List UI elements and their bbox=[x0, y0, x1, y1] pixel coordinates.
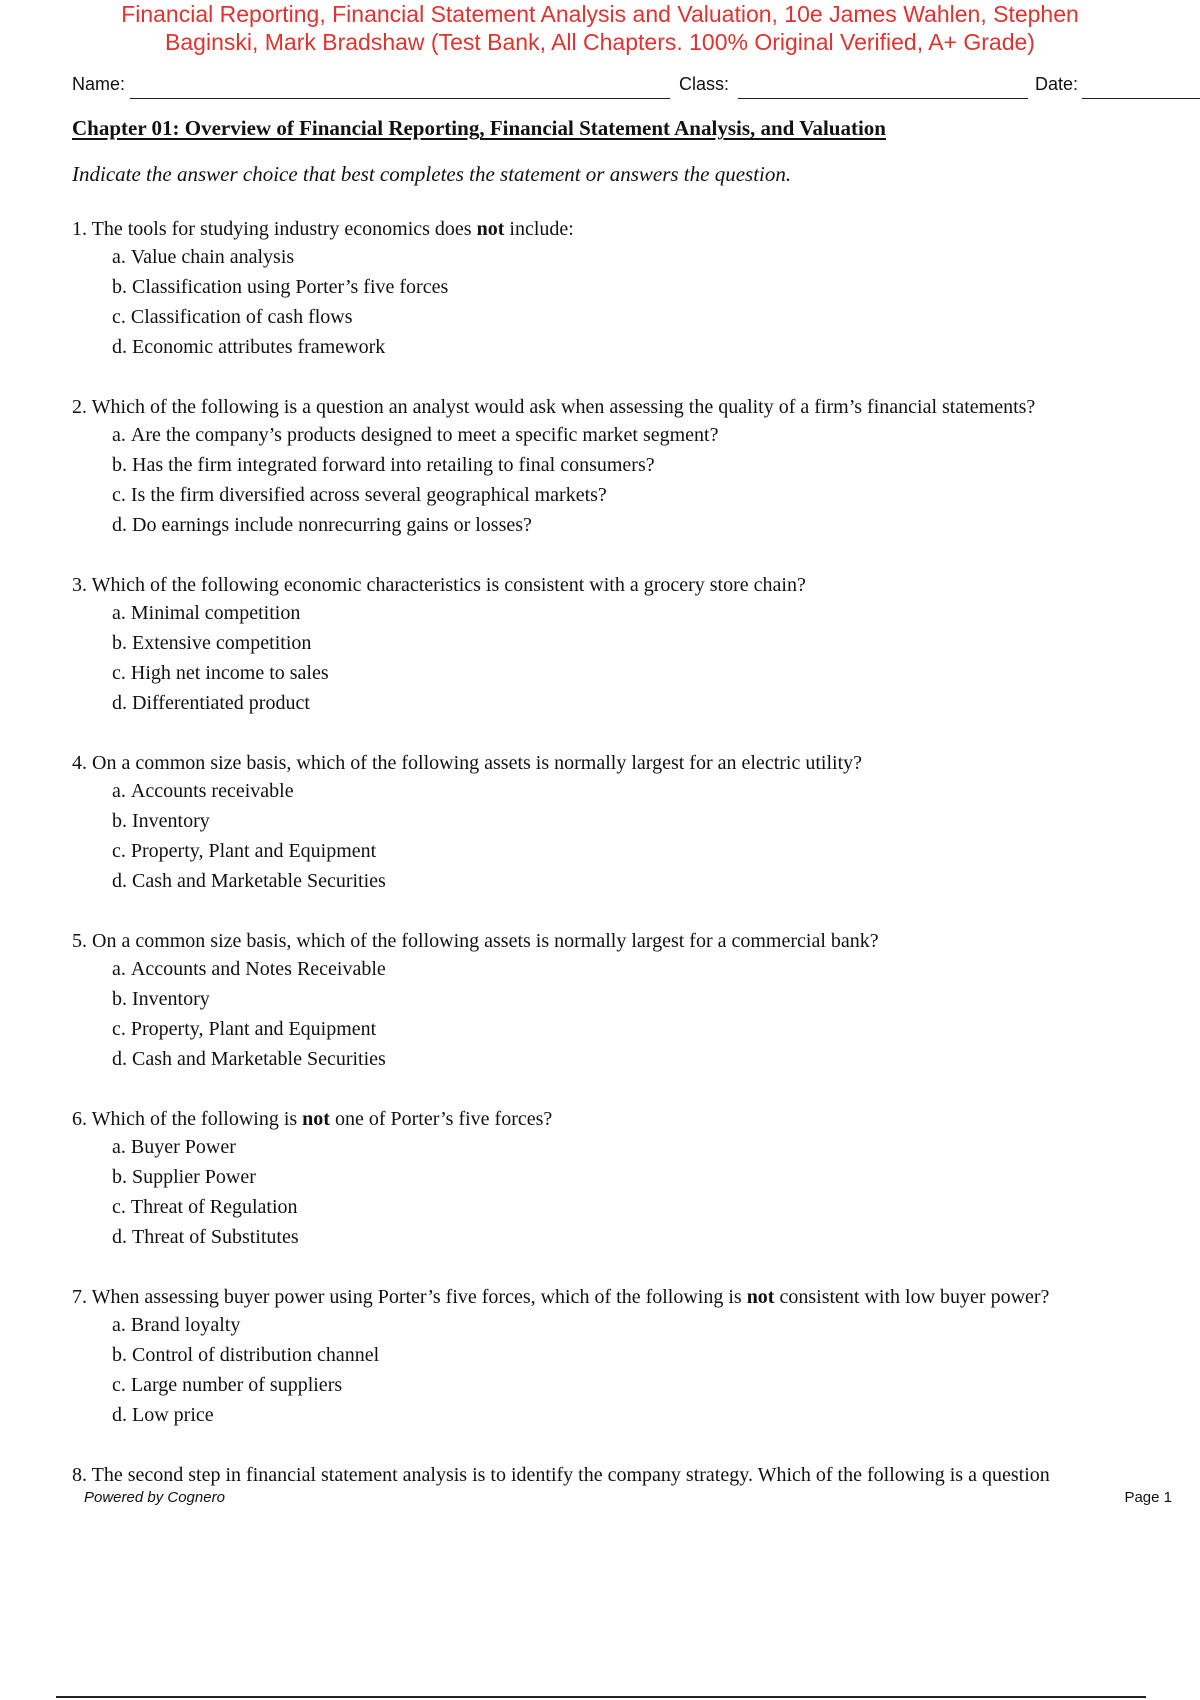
choice-letter: d. bbox=[112, 692, 127, 714]
question-4 bbox=[72, 750, 1172, 896]
answer-choice bbox=[72, 836, 1172, 866]
choice-letter: b. bbox=[112, 632, 127, 654]
choice-letter: d. bbox=[112, 1404, 127, 1426]
answer-choice bbox=[72, 628, 1172, 658]
choice-letter: a. bbox=[112, 424, 126, 446]
choice-letter: b. bbox=[112, 988, 127, 1010]
answer-choice bbox=[72, 1400, 1172, 1430]
answer-choice bbox=[72, 1310, 1172, 1340]
name-blank-line bbox=[130, 98, 670, 99]
answer-choice bbox=[72, 1162, 1172, 1192]
choice-text: Accounts and Notes Receivable bbox=[130, 958, 386, 980]
answer-choice bbox=[72, 302, 1172, 332]
answer-choice bbox=[72, 450, 1172, 480]
question-3 bbox=[72, 572, 1172, 718]
answer-choice bbox=[72, 1044, 1172, 1074]
choice-text: Classification using Porter’s five forces bbox=[132, 276, 449, 298]
choice-letter: a. bbox=[112, 958, 126, 980]
choice-text: Classification of cash flows bbox=[130, 306, 353, 328]
choice-letter: a. bbox=[112, 780, 126, 802]
choice-text: Threat of Regulation bbox=[130, 1196, 298, 1218]
page-number: Page 1 bbox=[1124, 1489, 1172, 1506]
choice-letter: d. bbox=[112, 1226, 127, 1248]
choice-text: Differentiated product bbox=[132, 692, 310, 714]
answer-choice bbox=[72, 1340, 1172, 1370]
choice-letter: c. bbox=[112, 306, 126, 328]
choice-text: Are the company’s products designed to meet a specific market segment? bbox=[130, 424, 719, 446]
choice-text: Inventory bbox=[132, 810, 210, 832]
answer-choice bbox=[72, 598, 1172, 628]
answer-choice bbox=[72, 776, 1172, 806]
answer-choice bbox=[72, 658, 1172, 688]
question-stem bbox=[72, 1284, 1172, 1310]
question-text-continued: consistent with low buyer power? bbox=[774, 1286, 1050, 1308]
question-text: 2. Which of the following is a question an analyst would ask when assessing the quality of a firm’s financial statements? bbox=[72, 396, 1036, 418]
answer-choice bbox=[72, 480, 1172, 510]
question-text: 7. When assessing buyer power using Porter’s five forces, which of the following is bbox=[72, 1286, 747, 1308]
choice-letter: a. bbox=[112, 1314, 126, 1336]
instructions: Indicate the answer choice that best completes the statement or answers the question. bbox=[72, 162, 792, 186]
choice-text: Do earnings include nonrecurring gains or losses? bbox=[132, 514, 532, 536]
choice-letter: d. bbox=[112, 336, 127, 358]
answer-choice bbox=[72, 510, 1172, 540]
choice-text: Inventory bbox=[132, 988, 210, 1010]
question-6 bbox=[72, 1106, 1172, 1252]
banner-line-1: Financial Reporting, Financial Statement Analysis and Valuation, 10e James Wahlen, Stephen bbox=[121, 1, 1079, 27]
question-1 bbox=[72, 216, 1172, 362]
emphasis-text: not bbox=[476, 218, 505, 240]
choice-letter: a. bbox=[112, 1136, 126, 1158]
class-label: Class: bbox=[679, 74, 730, 94]
question-text-continued: one of Porter’s five forces? bbox=[329, 1108, 553, 1130]
chapter-title: Chapter 01: Overview of Financial Reporting, Financial Statement Analysis, and Valuation bbox=[72, 116, 886, 140]
answer-choice bbox=[72, 332, 1172, 362]
choice-text: Accounts receivable bbox=[130, 780, 294, 802]
question-stem bbox=[72, 928, 1172, 954]
choice-letter: c. bbox=[112, 484, 126, 506]
question-text: 4. On a common size basis, which of the following assets is normally largest for an electric utility? bbox=[72, 752, 862, 774]
choice-text: Minimal competition bbox=[130, 602, 301, 624]
emphasis-text: not bbox=[746, 1286, 775, 1308]
choice-text: Property, Plant and Equipment bbox=[130, 1018, 377, 1040]
choice-letter: b. bbox=[112, 454, 127, 476]
answer-choice bbox=[72, 806, 1172, 836]
answer-choice bbox=[72, 954, 1172, 984]
answer-choice bbox=[72, 420, 1172, 450]
answer-choice bbox=[72, 1222, 1172, 1252]
bottom-rule bbox=[56, 1696, 1146, 1698]
banner-line-2: Baginski, Mark Bradshaw (Test Bank, All Chapters. 100% Original Verified, A+ Grade) bbox=[165, 29, 1035, 55]
answer-choice bbox=[72, 1014, 1172, 1044]
powered-by-footer: Powered by Cognero bbox=[84, 1489, 225, 1506]
answer-choice bbox=[72, 1370, 1172, 1400]
question-2 bbox=[72, 394, 1172, 540]
date-label: Date: bbox=[1035, 74, 1079, 94]
choice-text: Control of distribution channel bbox=[132, 1344, 380, 1366]
choice-text: Threat of Substitutes bbox=[132, 1226, 299, 1248]
question-text: 8. The second step in financial statement analysis is to identify the company strategy. Which of the following is a question bbox=[72, 1464, 1050, 1486]
question-text: 6. Which of the following is bbox=[72, 1108, 303, 1130]
choice-letter: c. bbox=[112, 1018, 126, 1040]
question-stem bbox=[72, 1462, 1172, 1488]
choice-text: Cash and Marketable Securities bbox=[132, 870, 386, 892]
class-blank-line bbox=[738, 98, 1028, 99]
choice-text: High net income to sales bbox=[130, 662, 329, 684]
question-5 bbox=[72, 928, 1172, 1074]
emphasis-text: not bbox=[302, 1108, 330, 1130]
question-stem bbox=[72, 750, 1172, 776]
choice-letter: d. bbox=[112, 1048, 127, 1070]
answer-choice bbox=[72, 866, 1172, 896]
choice-text: Buyer Power bbox=[130, 1136, 236, 1158]
choice-letter: b. bbox=[112, 810, 127, 832]
date-blank-line bbox=[1082, 98, 1200, 99]
choice-letter: c. bbox=[112, 840, 126, 862]
choice-text: Extensive competition bbox=[132, 632, 312, 654]
question-stem bbox=[72, 572, 1172, 598]
choice-text: Cash and Marketable Securities bbox=[132, 1048, 386, 1070]
choice-text: Property, Plant and Equipment bbox=[130, 840, 377, 862]
choice-letter: d. bbox=[112, 514, 127, 536]
choice-letter: b. bbox=[112, 1166, 127, 1188]
choice-letter: c. bbox=[112, 1374, 126, 1396]
question-7 bbox=[72, 1284, 1172, 1430]
question-text: 3. Which of the following economic characteristics is consistent with a grocery store chain? bbox=[72, 574, 806, 596]
question-text: 5. On a common size basis, which of the following assets is normally largest for a commercial bank? bbox=[72, 930, 879, 952]
question-text-continued: include: bbox=[504, 218, 574, 240]
choice-text: Brand loyalty bbox=[130, 1314, 241, 1336]
choice-text: Is the firm diversified across several geographical markets? bbox=[130, 484, 607, 506]
choice-letter: c. bbox=[112, 1196, 126, 1218]
choice-letter: b. bbox=[112, 276, 127, 298]
choice-text: Economic attributes framework bbox=[132, 336, 386, 358]
choice-text: Low price bbox=[132, 1404, 214, 1426]
question-stem bbox=[72, 1106, 1172, 1132]
choice-letter: a. bbox=[112, 246, 126, 268]
choice-text: Large number of suppliers bbox=[130, 1374, 343, 1396]
student-info-row bbox=[72, 72, 1160, 102]
answer-choice bbox=[72, 688, 1172, 718]
answer-choice bbox=[72, 984, 1172, 1014]
question-stem bbox=[72, 394, 1172, 420]
question-text: 1. The tools for studying industry economics does bbox=[72, 218, 477, 240]
answer-choice bbox=[72, 242, 1172, 272]
choice-text: Has the firm integrated forward into retailing to final consumers? bbox=[132, 454, 655, 476]
choice-letter: c. bbox=[112, 662, 126, 684]
choice-text: Value chain analysis bbox=[130, 246, 295, 268]
choice-letter: d. bbox=[112, 870, 127, 892]
answer-choice bbox=[72, 272, 1172, 302]
document-banner bbox=[0, 0, 1200, 56]
question-stem bbox=[72, 216, 1172, 242]
answer-choice bbox=[72, 1132, 1172, 1162]
answer-choice bbox=[72, 1192, 1172, 1222]
choice-text: Supplier Power bbox=[132, 1166, 256, 1188]
choice-letter: a. bbox=[112, 602, 126, 624]
choice-letter: b. bbox=[112, 1344, 127, 1366]
question-8 bbox=[72, 1462, 1172, 1488]
name-label: Name: bbox=[72, 74, 126, 94]
